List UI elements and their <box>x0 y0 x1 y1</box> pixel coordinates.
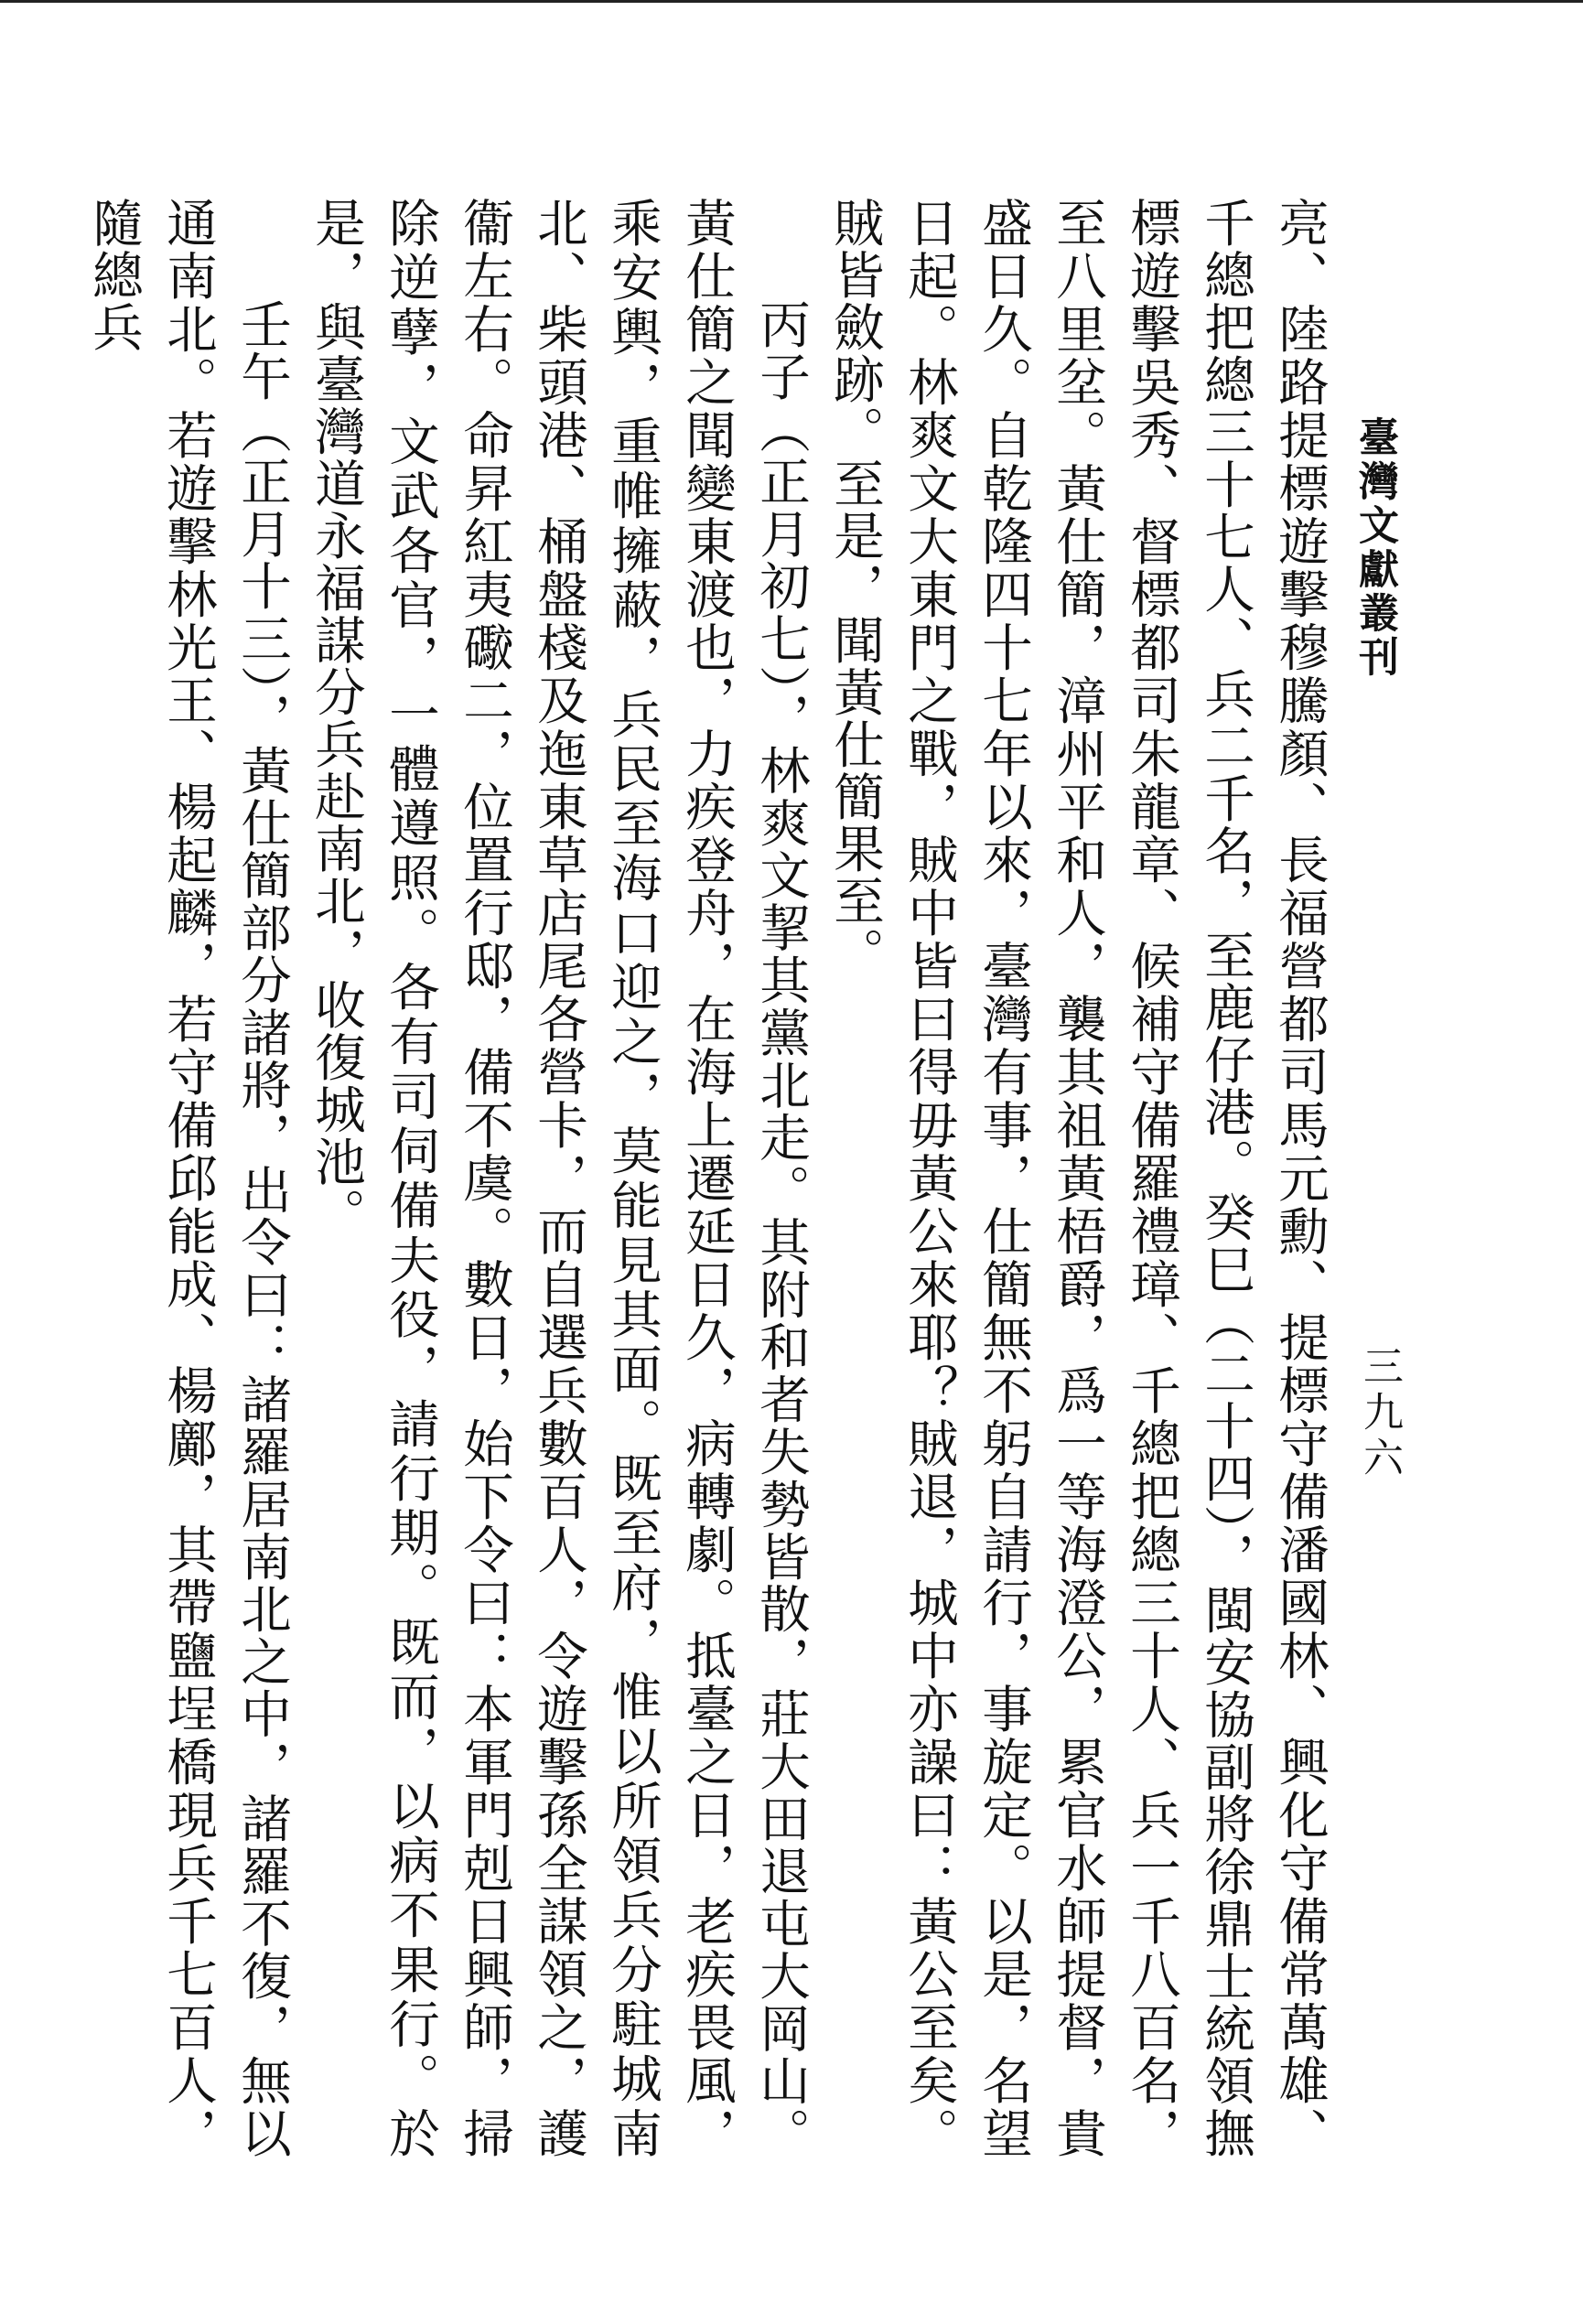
vertical-body-text <box>83 197 1336 2159</box>
paragraph-1: 亮、陸路提標遊擊穆騰顏、長福營都司馬元勳、提標守備潘國林、興化守備常萬雄、千總把總三十七人、兵二千名，至鹿仔港。癸巳（二十四），閩安協副將徐鼎士統領撫標遊擊吳秀、督標都司朱龍章、候補守備羅禮璋、千總把總三十人、兵一千八百名，至八里坌。黃仕簡，漳州平和人，襲其祖黃梧爵，爲一等海澄公，累官水師提督，貴盛日久。自乾隆四十七年以來，臺灣有事，仕簡無不躬自請行，事旋定。以是，名望日起。林爽文大東門之戰，賊中皆曰得毋黃公來耶？賊退，城中亦譟曰：黃公至矣。賊皆斂跡。至是，聞黃仕簡果至。 <box>824 197 1329 2159</box>
paragraph-3: 壬午（正月十三），黃仕簡部分諸將，出令曰：諸羅居南北之中，諸羅不復，無以通南北。若遊擊林光王、楊起麟，若守備邱能成、楊鄺，其帶鹽埕橋現兵千七百人，隨總兵 <box>83 197 291 2159</box>
running-header-title: 臺灣文獻叢刊 <box>1351 416 1398 680</box>
paragraph-2: 丙子（正月初七），林爽文挈其黨北走。其附和者失勢皆散，莊大田退屯大岡山。黃仕簡之聞變東渡也，力疾登舟，在海上遷延日久，病轉劇。抵臺之日，老疾畏風，乘安輿，重帷擁蔽，兵民至海口迎之，莫能見其面。既至府，惟以所領兵分駐城南北、柴頭港、桶盤棧及迤東草店尾各營卡，而自選兵數百人，令遊擊孫全謀領之，護衞左右。命昇紅夷礮二，位置行邸，備不虞。數日，始下令曰：本軍門剋日興師，掃除逆孽，文武各官，一體遵照。各有司伺備夫役，請行期。既而，以病不果行。於是，與臺灣道永福謀分兵赴南北，收復城池。 <box>306 197 810 2159</box>
page-number: 三九六 <box>1356 1345 1403 1482</box>
top-border-rule <box>0 0 1583 3</box>
